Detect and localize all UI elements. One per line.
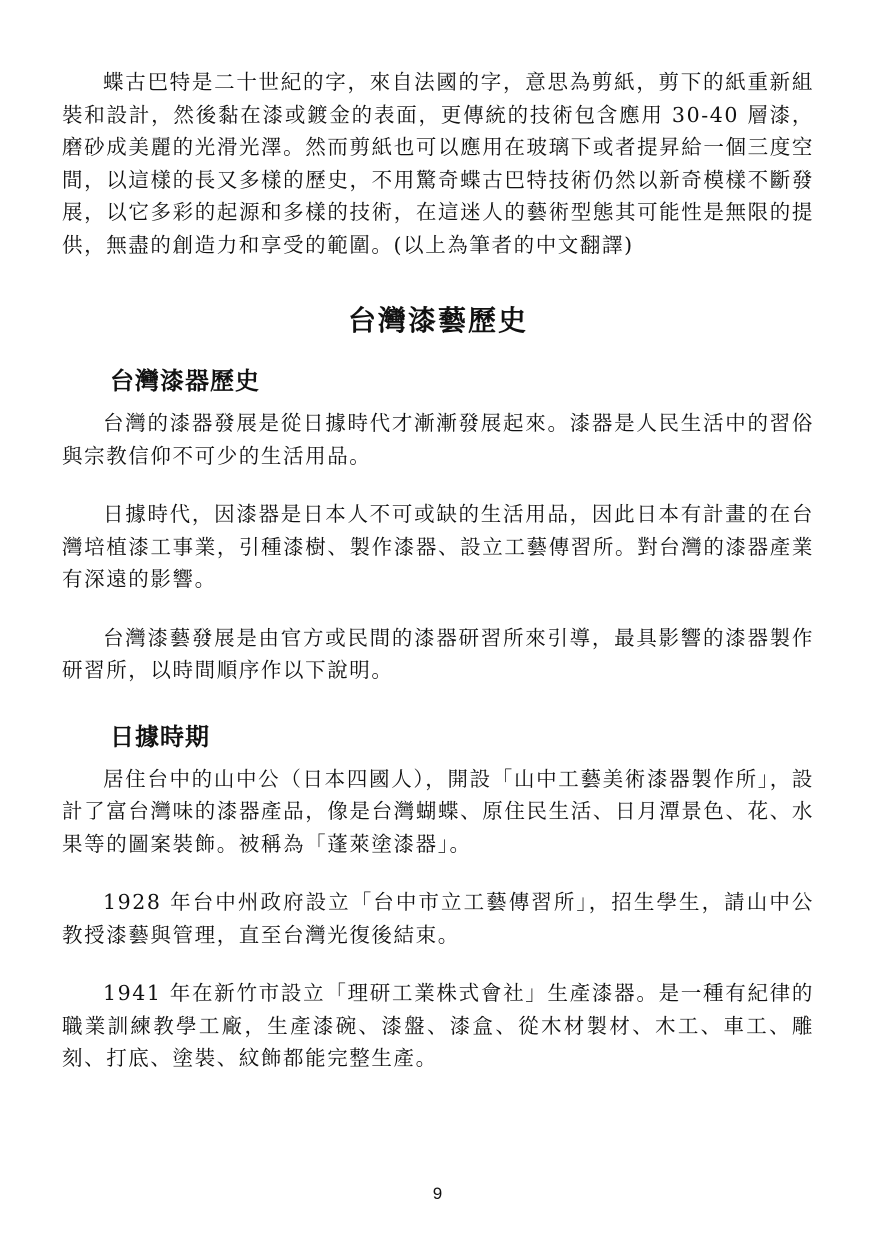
paragraph: 居住台中的山中公（日本四國人），開設「山中工藝美術漆器製作所」，設計了富台灣味的漆器產品，像是台灣蝴蝶、原住民生活、日月潭景色、花、水果等的圖案裝飾。被稱為「蓬萊塗漆器」。 (62, 766, 814, 856)
subsection-heading-lacquer-history: 台灣漆器歷史 (110, 367, 260, 395)
subsection-heading-japanese-period: 日據時期 (110, 722, 210, 751)
page-content (62, 66, 814, 1075)
paragraph: 1928 年台中州政府設立「台中市立工藝傳習所」，招生學生，請山中公教授漆藝與管理，直至台灣光復後結束。 (62, 890, 814, 947)
paragraph: 台灣的漆器發展是從日據時代才漸漸發展起來。漆器是人民生活中的習俗與宗教信仰不可少的生活用品。 (62, 411, 814, 468)
page-number: 9 (432, 1184, 443, 1203)
paragraph: 日據時代，因漆器是日本人不可或缺的生活用品，因此日本有計畫的在台灣培植漆工事業，引種漆樹、製作漆器、設立工藝傳習所。對台灣的漆器產業有深遠的影響。 (62, 502, 814, 591)
section-title: 台灣漆藝歷史 (347, 304, 528, 337)
intro-paragraph: 蝶古巴特是二十世紀的字，來自法國的字，意思為剪紙，剪下的紙重新組裝和設計，然後黏在漆或鍍金的表面，更傳統的技術包含應用 30-40 層漆，磨砂成美麗的光滑光澤。然而剪紙也可以應用在玻璃下或者提昇給一個三度空間，以這樣的長又多樣的歷史，不用驚奇蝶古巴特技術仍然以新奇模樣不斷發展，以它多彩的起源和多樣的技術，在這迷人的藝術型態其可能性是無限的提供，無盡的創造力和享受的範圍。(以上為筆者的中文翻譯) (62, 70, 814, 257)
paragraph: 台灣漆藝發展是由官方或民間的漆器研習所來引導，最具影響的漆器製作研習所，以時間順序作以下說明。 (62, 625, 814, 682)
paragraph: 1941 年在新竹市設立「理研工業株式會社」生產漆器。是一種有紀律的職業訓練教學工廠，生產漆碗、漆盤、漆盒、從木材製材、木工、車工、雕刻、打底、塗裝、紋飾都能完整生產。 (62, 981, 814, 1070)
